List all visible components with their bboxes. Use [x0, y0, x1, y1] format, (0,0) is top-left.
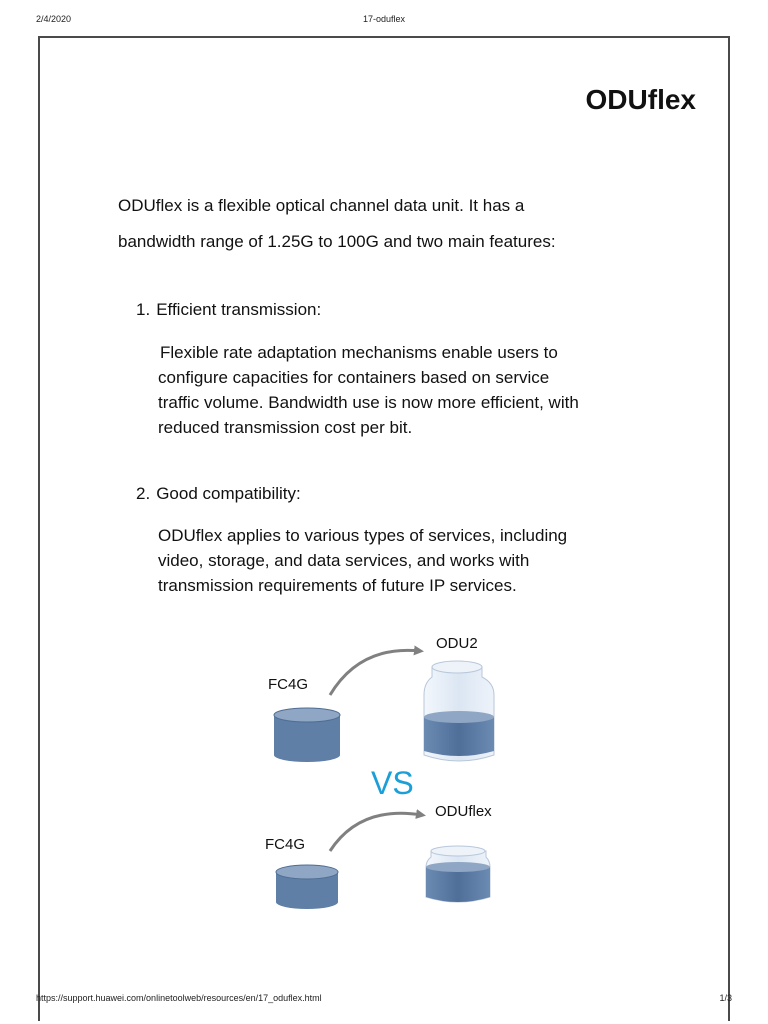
feature-body-line: reduced transmission cost per bit. [158, 418, 413, 437]
fc4g-label-top: FC4G [268, 676, 309, 693]
print-url: https://support.huawei.com/onlinetoolweb/resources/en/17_oduflex.html [36, 993, 322, 1003]
odu2-jar [424, 661, 494, 761]
intro-line: ODUflex is a flexible optical channel data unit. It has a [118, 196, 525, 215]
fc4g-container-bottom [276, 865, 338, 909]
feature-heading-good-compatibility [136, 484, 301, 504]
fc4g-label-bottom: FC4G [265, 836, 306, 853]
vs-label: VS [371, 765, 414, 801]
transfer-arrow-bottom [330, 813, 422, 851]
feature-heading-text: Good compatibility: [156, 484, 301, 503]
oduflex-label: ODUflex [435, 803, 492, 820]
feature-body-line: transmission requirements of future IP services. [158, 576, 517, 595]
transfer-arrow-top [330, 650, 420, 695]
feature-body-line: video, storage, and data services, and works with [158, 551, 530, 570]
feature-number: 2. [136, 484, 151, 503]
odu2-label: ODU2 [436, 635, 478, 652]
oduflex-jar [426, 846, 490, 902]
page-title: ODUflex [585, 84, 696, 115]
feature-number: 1. [136, 300, 151, 319]
feature-body-line: traffic volume. Bandwidth use is now more efficient, with [158, 393, 579, 412]
feature-body-line: configure capacities for containers based on service [158, 368, 550, 387]
print-date: 2/4/2020 [36, 14, 72, 24]
fc4g-container-top [274, 708, 340, 762]
feature-body-line: ODUflex applies to various types of services, including [158, 526, 568, 545]
intro-line: bandwidth range of 1.25G to 100G and two main features: [118, 232, 556, 251]
feature-heading-text: Efficient transmission: [156, 300, 322, 319]
intro-paragraph [118, 188, 678, 260]
print-header [0, 14, 768, 28]
feature-body-line: Flexible rate adaptation mechanisms enable users to [160, 343, 558, 362]
print-doc-title: 17-oduflex [362, 14, 406, 24]
feature-heading-efficient-transmission [136, 300, 321, 320]
print-footer [0, 993, 768, 1007]
oduflex-comparison-diagram [250, 625, 550, 925]
feature-body-good-compatibility [158, 523, 678, 598]
print-page-number: 1/3 [719, 993, 732, 1003]
feature-body-efficient-transmission [158, 340, 678, 440]
